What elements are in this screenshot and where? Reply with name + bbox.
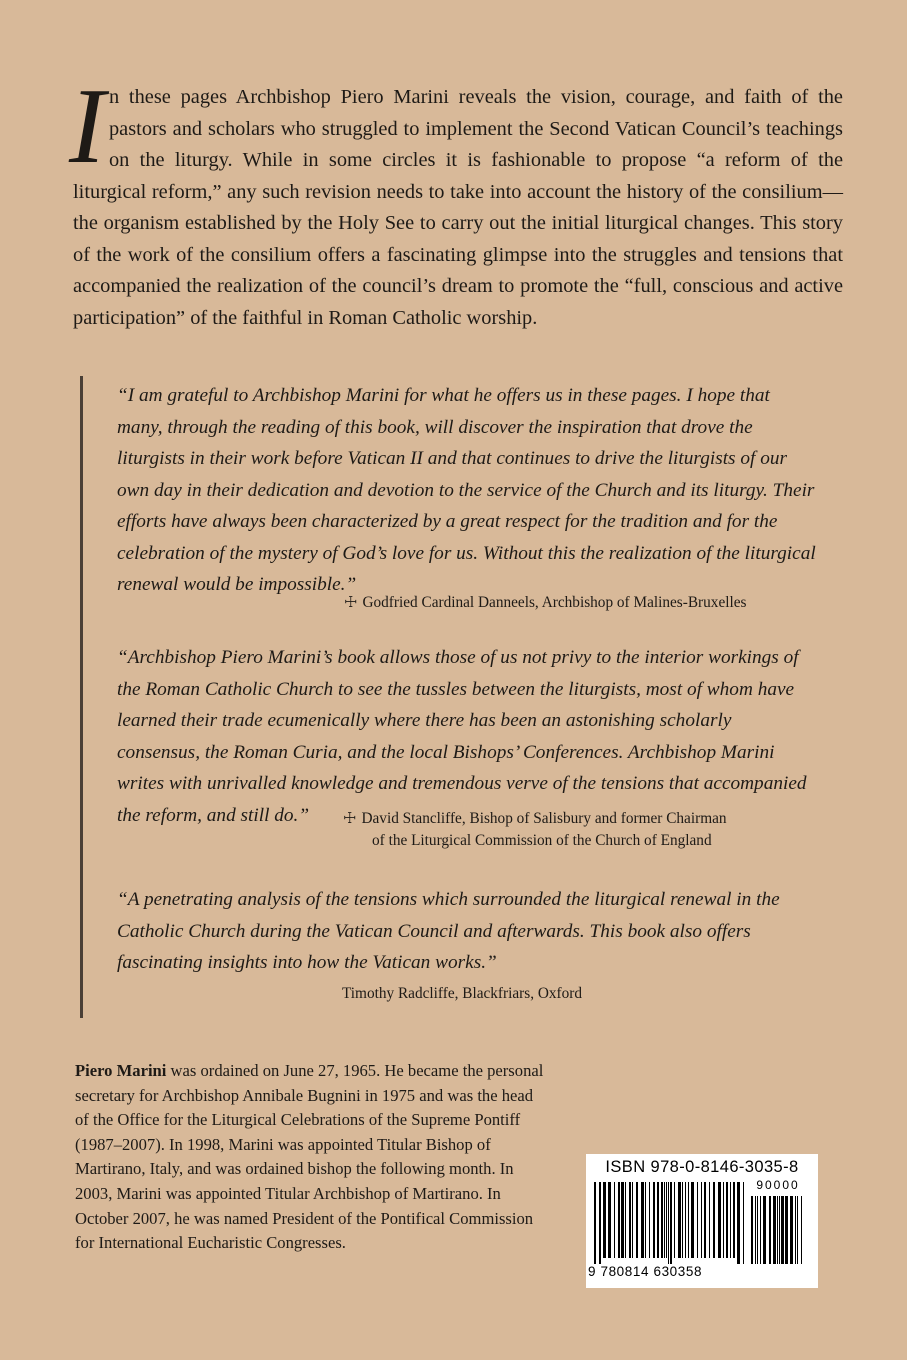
barcode-bar xyxy=(599,1182,601,1264)
endorsement-quote-1: “I am grateful to Archbishop Marini for what he offers us in these pages. I hope that many, through the reading of this book, will discover the inspiration that drove the liturgists in their work before Vatican II and that continues to drive the liturgists of our own day in their dedication and devotion to the service of the Church and its liturgy. Their efforts have always been characterized by a great respect for the tradition and for the celebration of the mystery of God’s love for us. Without this the realization of the liturgical renewal would be impossible.” xyxy=(117,385,816,595)
endorsement-attribution-3 xyxy=(342,983,582,1005)
cross-icon: ☩ xyxy=(343,811,357,827)
barcode-bar xyxy=(781,1196,784,1264)
barcode-bar xyxy=(726,1182,728,1258)
author-name: Piero Marini xyxy=(75,1061,167,1080)
barcode-bar xyxy=(603,1182,606,1258)
barcode-bar xyxy=(773,1196,776,1264)
endorsements-block xyxy=(80,376,823,1018)
cross-icon: ☩ xyxy=(344,595,358,611)
price-barcode-bars xyxy=(749,1196,807,1264)
barcode-bar xyxy=(641,1182,644,1258)
barcode-bar xyxy=(691,1182,694,1258)
barcode-bar xyxy=(769,1196,771,1264)
barcode-bar xyxy=(785,1196,788,1264)
barcode-bar xyxy=(678,1182,681,1258)
intro-text: n these pages Archbishop Piero Marini reveals the vision, courage, and faith of the pastors and scholars who struggled to implement the Second Vatican Council’s teachings on the liturgy. While in some circles it is fashionable to propose “a reform of the liturgical reform,” any such revision needs to take into account the history of the consilium—the organism established by the Holy See to carry out the initial liturgical changes. This story of the work of the consilium offers a fascinating glimpse into the struggles and tensions that accompanied the realization of the council’s dream to promote the “full, conscious and active participation” of the faithful in Roman Catholic worship. xyxy=(73,86,843,329)
barcode-bar xyxy=(709,1182,710,1258)
barcode-bar xyxy=(760,1196,761,1264)
barcode-bar xyxy=(723,1182,724,1258)
barcode-bar xyxy=(674,1182,675,1258)
barcode-bar xyxy=(751,1196,753,1264)
drop-cap: I xyxy=(69,67,105,186)
attribution-subline: of the Liturgical Commission of the Church of England xyxy=(372,832,712,849)
barcode-bar xyxy=(755,1196,756,1264)
endorsement-quote-3: “A penetrating analysis of the tensions which surrounded the liturgical renewal in the Catholic Church during the Vatican Council and afterwards. This book also offers fascinating insights into how the Vatican works.” xyxy=(117,889,780,973)
barcode-bar xyxy=(685,1182,686,1258)
attribution-name: Godfried Cardinal Danneels, Archbishop of Malines-Bruxelles xyxy=(362,594,747,611)
barcode-bar xyxy=(718,1182,721,1258)
ean-barcode-bars xyxy=(592,1182,748,1264)
barcode-bar xyxy=(737,1182,740,1264)
barcode-bar xyxy=(763,1196,766,1264)
attribution-name: Timothy Radcliffe, Blackfriars, Oxford xyxy=(342,985,583,1002)
barcode-bar xyxy=(777,1196,778,1264)
barcode-bar xyxy=(704,1182,706,1258)
barcode-bar xyxy=(661,1182,663,1258)
endorsement-attribution-2 xyxy=(343,808,727,852)
barcode-bar xyxy=(666,1182,667,1258)
barcode-bar xyxy=(664,1182,665,1258)
barcode-bar xyxy=(779,1196,780,1264)
barcode-bar xyxy=(636,1182,638,1258)
intro-paragraph xyxy=(69,67,843,334)
barcode-bar xyxy=(632,1182,633,1258)
isbn-label: ISBN 978-0-8146-3035-8 xyxy=(605,1158,799,1176)
barcode-bar xyxy=(682,1182,683,1258)
barcode-bar xyxy=(653,1182,655,1258)
barcode-bar xyxy=(790,1196,793,1264)
attribution-name: David Stancliffe, Bishop of Salisbury and former Chairman xyxy=(361,810,727,827)
barcode-bar xyxy=(730,1182,731,1258)
barcode-bar xyxy=(801,1196,802,1264)
barcode-bar xyxy=(625,1182,626,1258)
barcode-bar xyxy=(797,1196,798,1264)
ean-digits: 9 780814 630358 xyxy=(588,1264,703,1279)
barcode-bar xyxy=(670,1182,672,1264)
barcode-bar xyxy=(621,1182,624,1258)
barcode-bar xyxy=(657,1182,659,1258)
barcode-bar xyxy=(668,1182,669,1264)
barcode-bar xyxy=(743,1182,744,1264)
barcode-bar xyxy=(688,1182,689,1258)
barcode-bar xyxy=(608,1182,611,1258)
barcode-bar xyxy=(701,1182,702,1258)
bio-text: was ordained on June 27, 1965. He became the personal secretary for Archbishop Annibale Bugnini in 1975 and was the head of the Office for the Liturgical Celebrations of the Supreme Pontiff (1987–2007). In 1998, Marini was appointed Titular Bishop of Martirano, Italy, and was ordained bishop the following month. In 2003, Marini was appointed Titular Archbishop of Martirano. In October 2007, he was named President of the Pontifical Commission for International Eucharistic Congresses. xyxy=(75,1061,544,1253)
barcode-bar xyxy=(594,1182,596,1264)
author-bio xyxy=(75,1059,545,1256)
price-code: 90000 xyxy=(756,1178,800,1192)
barcode-bar xyxy=(649,1182,650,1258)
barcode-bar xyxy=(757,1196,758,1264)
isbn-barcode xyxy=(586,1154,818,1288)
barcode-bar xyxy=(713,1182,715,1258)
endorsement-quote-2: “Archbishop Piero Marini’s book allows those of us not privy to the interior workings of the Roman Catholic Church to see the tussles between the liturgists, most of whom have learned their trade ecumenically where there has been an astonishing scholarly consensus, the Roman Curia, and the local Bishops’ Conferences. Archbishop Marini writes with unrivalled knowledge and tremendous verve of the tensions that accompanied the reform, and still do.” xyxy=(117,647,807,826)
barcode-bar xyxy=(629,1182,631,1258)
endorsement-attribution-1 xyxy=(344,592,746,614)
barcode-bar xyxy=(795,1196,796,1264)
barcode-bar xyxy=(733,1182,735,1258)
barcode-bar xyxy=(697,1182,698,1258)
barcode-bar xyxy=(618,1182,620,1258)
barcode-bar xyxy=(645,1182,646,1258)
barcode-bar xyxy=(614,1182,615,1258)
